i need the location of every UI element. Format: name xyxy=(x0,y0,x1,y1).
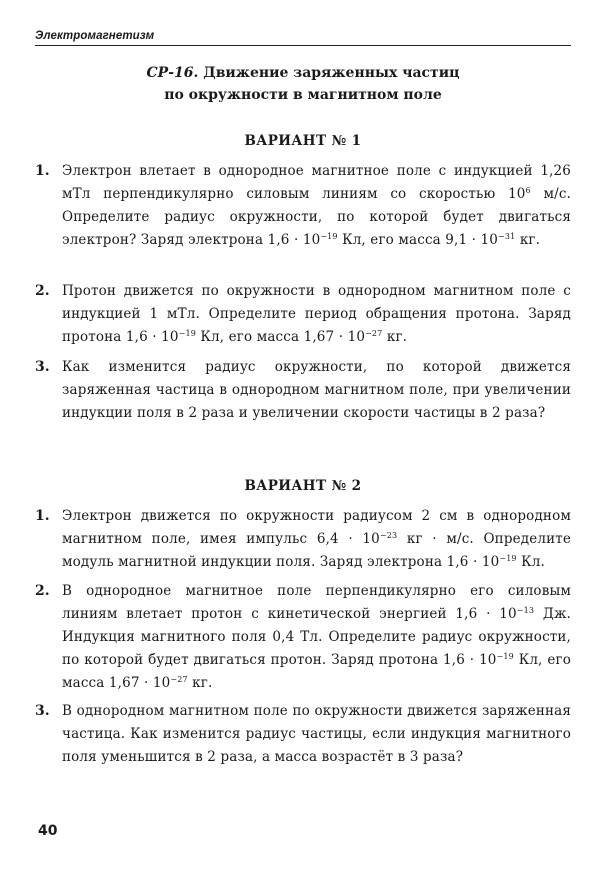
problem-number: 2. xyxy=(35,583,50,599)
running-header: Электромагнетизм xyxy=(35,30,571,46)
problem-text: В однородном магнитном поле по окружности движется заряженная частица. Как изменится радиус частицы, если индукция магнитного поля уменьшится в 2 раза, а масса возрастёт в 3 раза? xyxy=(62,703,571,765)
variant-2-heading: ВАРИАНТ № 2 xyxy=(244,478,362,494)
problem-text: Протон движется по окружности в однородном магнитном поле с индукцией 1 мТл. Определите период обращения протона. Заряд протона $1,6 \cdot 10^{-19}$ Кл, его масса $1,67 \cdot 10^{-27}$ кг. xyxy=(62,283,571,345)
variant-1-problem-1 xyxy=(35,160,571,252)
variant-1-problem-3 xyxy=(35,356,571,425)
problem-number: 1. xyxy=(35,508,50,524)
problem-text: Электрон влетает в однородное магнитное поле с индукцией 1,26 мТл перпендикулярно силовым линиям со скоростью $10^6$ м/с. Определите радиус окружности, по которой будет двигаться электрон? Заряд электрона $1,6 \cdot 10^{-19}$ Кл, его масса $9,1 \cdot 10^{-31}$ кг. xyxy=(62,163,571,248)
section-title xyxy=(35,62,571,106)
section-code: СР-16. xyxy=(146,65,199,81)
section-title-line-1 xyxy=(35,62,571,84)
page-number: 40 xyxy=(38,823,58,839)
section-title-line-2: по окружности в магнитном поле xyxy=(164,87,442,103)
problem-text: Как изменится радиус окружности, по которой движется заряженная частица в однородном магнитном поле, при увеличении индукции поля в 2 раза и увеличении скорости частицы в 2 раза? xyxy=(62,359,571,421)
problem-text: Электрон движется по окружности радиусом 2 см в однородном магнитном поле, имея импульс $6,4 \cdot 10^{-23}$ кг · м/с. Определите модуль магнитной индукции поля. Заряд электрона $1,6 \cdot 10^{-19}$ Кл. xyxy=(62,508,571,570)
variant-2-problem-3 xyxy=(35,700,571,769)
problem-number: 3. xyxy=(35,703,50,719)
variant-2-problem-2 xyxy=(35,580,571,695)
problem-text: В однородное магнитное поле перпендикулярно его силовым линиям влетает протон с кинетической энергией $1,6 \cdot 10^{-13}$ Дж. Индукция магнитного поля 0,4 Тл. Определите радиус окружности, по которой будет двигаться протон. Заряд протона $1,6 \cdot 10^{-19}$ Кл, его масса $1,67 \cdot 10^{-27}$ кг. xyxy=(62,583,571,691)
variant-1-problem-2 xyxy=(35,280,571,349)
section-title-text: Движение заряженных частиц xyxy=(198,65,460,81)
variant-2-problem-1 xyxy=(35,505,571,574)
problem-number: 2. xyxy=(35,283,50,299)
problem-number: 3. xyxy=(35,359,50,375)
problem-number: 1. xyxy=(35,163,50,179)
variant-1-heading: ВАРИАНТ № 1 xyxy=(244,133,362,149)
